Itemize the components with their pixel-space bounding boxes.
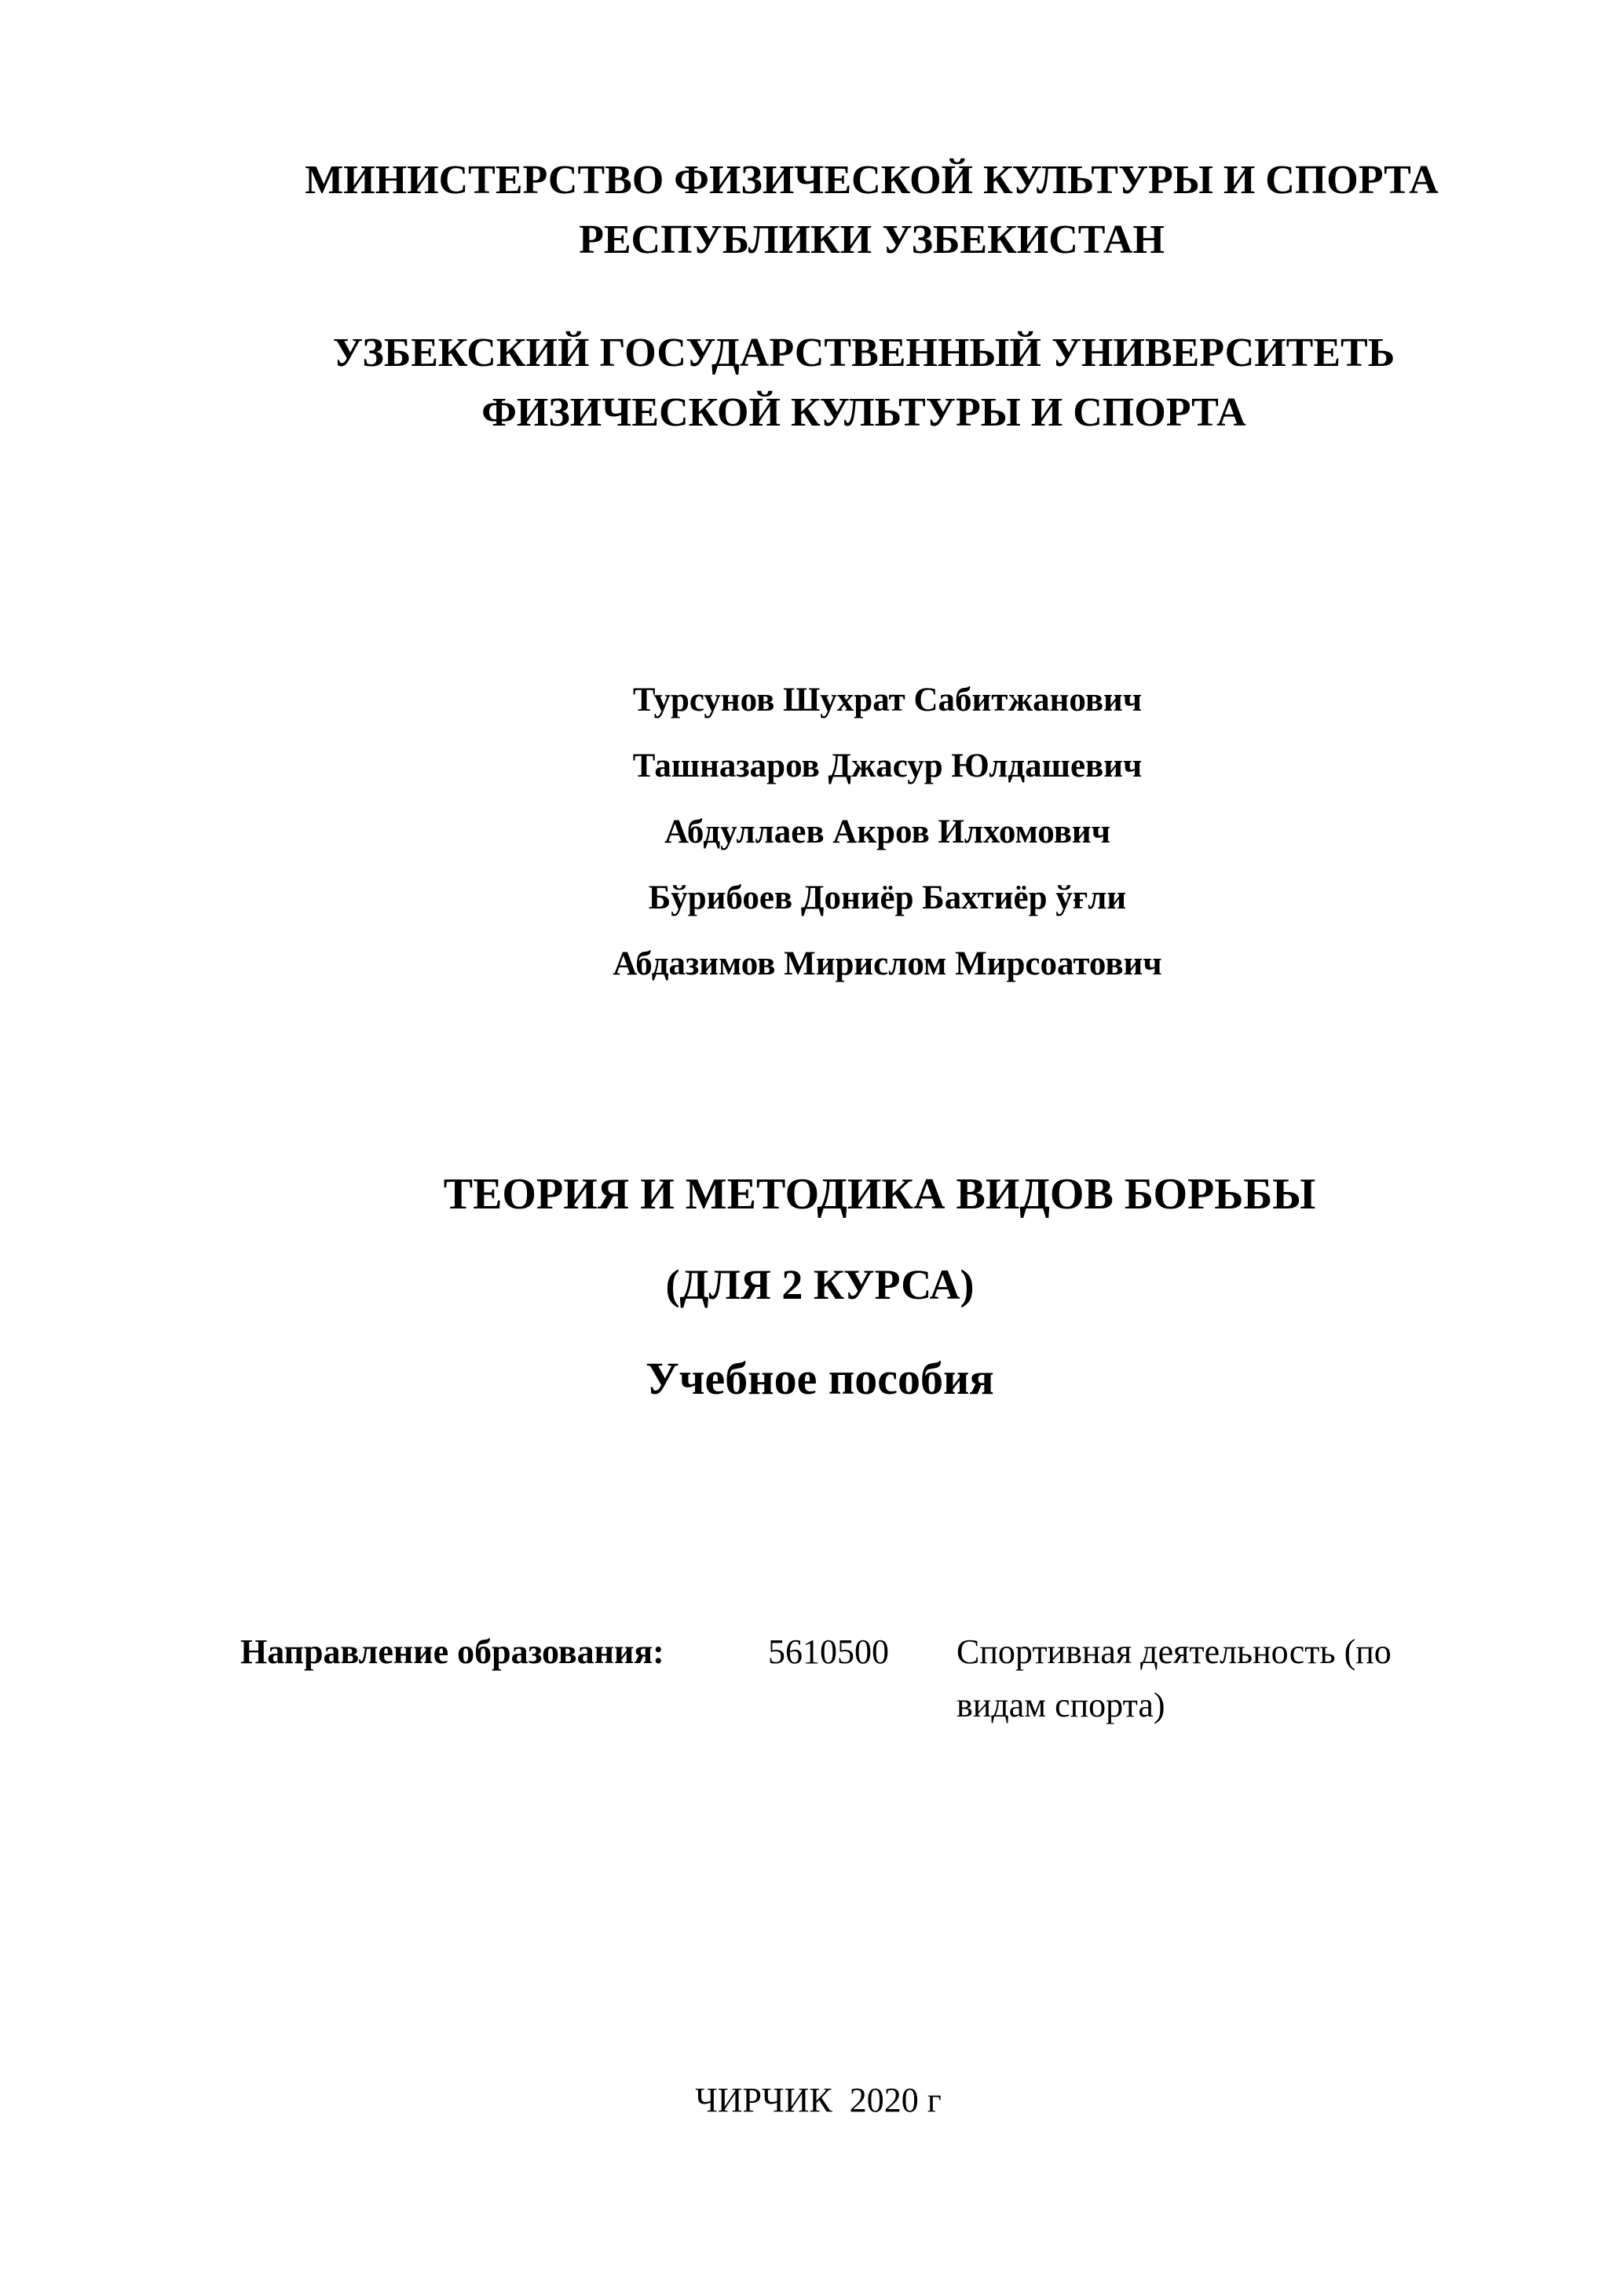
- university-heading: [52, 324, 1624, 443]
- book-title: ТЕОРИЯ И МЕТОДИКА ВИДОВ БОРЬБЫ: [443, 1170, 1316, 1219]
- university-line-2: ФИЗИЧЕСКОЙ КУЛЬТУРЫ И СПОРТА: [481, 390, 1246, 435]
- author-name: Турсунов Шухрат Сабитжанович: [632, 682, 1143, 718]
- ministry-line-2: РЕСПУБЛИКИ УЗБЕКИСТАН: [579, 218, 1165, 262]
- direction-label: Направление образования:: [240, 1632, 664, 1671]
- ministry-heading: [60, 151, 1624, 270]
- author-name: Абдуллаев Акров Илхомович: [664, 813, 1110, 850]
- author-name: Абдазимов Мирислом Мирсоатович: [613, 945, 1162, 982]
- authors-list: [75, 667, 1624, 997]
- direction-code: 5610500: [768, 1632, 889, 1671]
- book-kind: Учебное пособия: [646, 1353, 994, 1404]
- author-name: Бўрибоев Дониёр Бахтиёр ўғли: [648, 879, 1127, 916]
- book-subtitle: (ДЛЯ 2 КУРСА): [665, 1261, 975, 1308]
- place-and-year: ЧИРЧИК 2020 г: [695, 2081, 942, 2119]
- ministry-line-1: МИНИСТЕРСТВО ФИЗИЧЕСКОЙ КУЛЬТУРЫ И СПОРТА: [305, 158, 1439, 203]
- university-line-1: УЗБЕКСКИЙ ГОСУДАРСТВЕННЫЙ УНИВЕРСИТЕТЬ: [332, 331, 1395, 375]
- author-name: Ташназаров Джасур Юлдашевич: [632, 748, 1143, 784]
- direction-name: Спортивная деятельность (по видам спорта): [956, 1632, 1392, 1724]
